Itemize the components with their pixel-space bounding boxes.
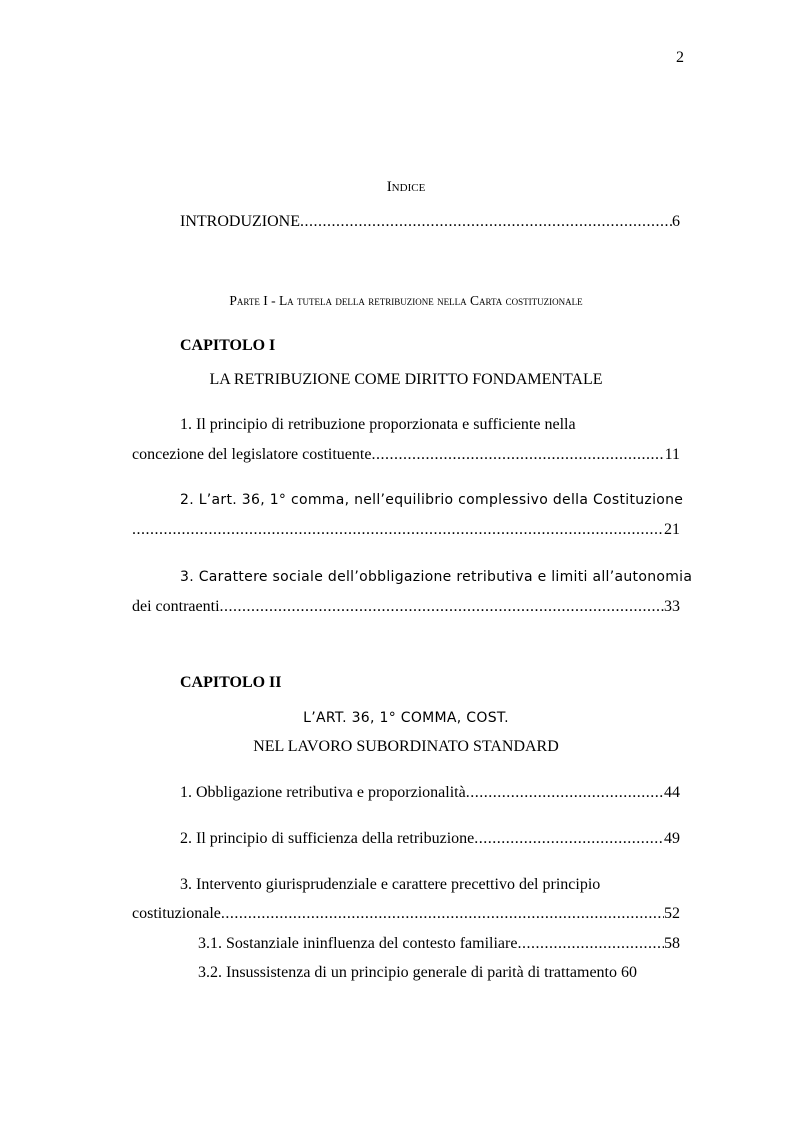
dot-leader [300, 212, 672, 232]
toc-entry-line[interactable]: 3. Carattere sociale dell’obbligazione retributiva e limiti all’autonomia [180, 569, 693, 585]
toc-page-number: 21 [664, 521, 680, 538]
toc-entry-label: costituzionale [132, 905, 221, 922]
chapter-title-line2: NEL LAVORO SUBORDINATO STANDARD [253, 738, 559, 755]
index-title: Indice [386, 179, 426, 195]
dot-leader [371, 445, 664, 465]
toc-page-number: 6 [672, 213, 680, 230]
toc-entry-continuation[interactable] [132, 445, 680, 465]
toc-entry-introduction[interactable] [180, 212, 680, 232]
toc-entry-label: dei contraenti [132, 598, 220, 615]
toc-entry-continuation[interactable] [132, 904, 680, 924]
toc-entry-continuation[interactable] [132, 520, 680, 540]
toc-subentry[interactable] [198, 963, 680, 983]
toc-entry-line[interactable]: 3. Intervento giurisprudenziale e carattere precettivo del principio [180, 876, 601, 893]
dot-leader [474, 829, 664, 849]
page-number: 2 [676, 49, 684, 66]
chapter-heading: CAPITOLO II [180, 674, 282, 691]
chapter-heading: CAPITOLO I [180, 337, 276, 354]
dot-leader [466, 783, 664, 803]
toc-page-number: 11 [664, 446, 680, 463]
toc-page-number: 52 [664, 905, 680, 922]
toc-page-number: 44 [664, 784, 680, 801]
toc-entry-label: 3.1. Sostanziale ininfluenza del contesto familiare [198, 935, 518, 952]
dot-leader [221, 904, 664, 924]
dot-leader [220, 597, 664, 617]
toc-entry-label: concezione del legislatore costituente [132, 446, 372, 463]
toc-entry[interactable] [180, 783, 680, 803]
toc-entry-label: 3.2. Insussistenza di un principio generale di parità di trattamento [198, 964, 617, 981]
toc-entry[interactable] [180, 829, 680, 849]
toc-entry-continuation[interactable] [132, 597, 680, 617]
dot-leader [517, 934, 664, 954]
toc-page-number: 33 [664, 598, 680, 615]
part-title: Parte I - La tutela della retribuzione nella Carta costituzionale [229, 293, 583, 308]
toc-entry-label: 2. Il principio di sufficienza della retribuzione [180, 830, 475, 847]
toc-page-number: 58 [664, 935, 680, 952]
dot-leader [132, 520, 664, 540]
toc-entry-label: INTRODUZIONE [180, 213, 300, 230]
toc-entry-label: 1. Obbligazione retributiva e proporzionalità [180, 784, 466, 801]
toc-entry-line[interactable]: 1. Il principio di retribuzione proporzionata e sufficiente nella [180, 416, 576, 433]
toc-entry-line[interactable]: 2. L’art. 36, 1° comma, nell’equilibrio complessivo della Costituzione [180, 492, 684, 508]
chapter-title-line1: L’ART. 36, 1° COMMA, COST. [303, 710, 509, 726]
toc-page-number: 60 [621, 964, 637, 981]
chapter-title: LA RETRIBUZIONE COME DIRITTO FONDAMENTALE [209, 371, 603, 388]
toc-page-number: 49 [664, 830, 680, 847]
toc-subentry[interactable] [198, 934, 680, 954]
